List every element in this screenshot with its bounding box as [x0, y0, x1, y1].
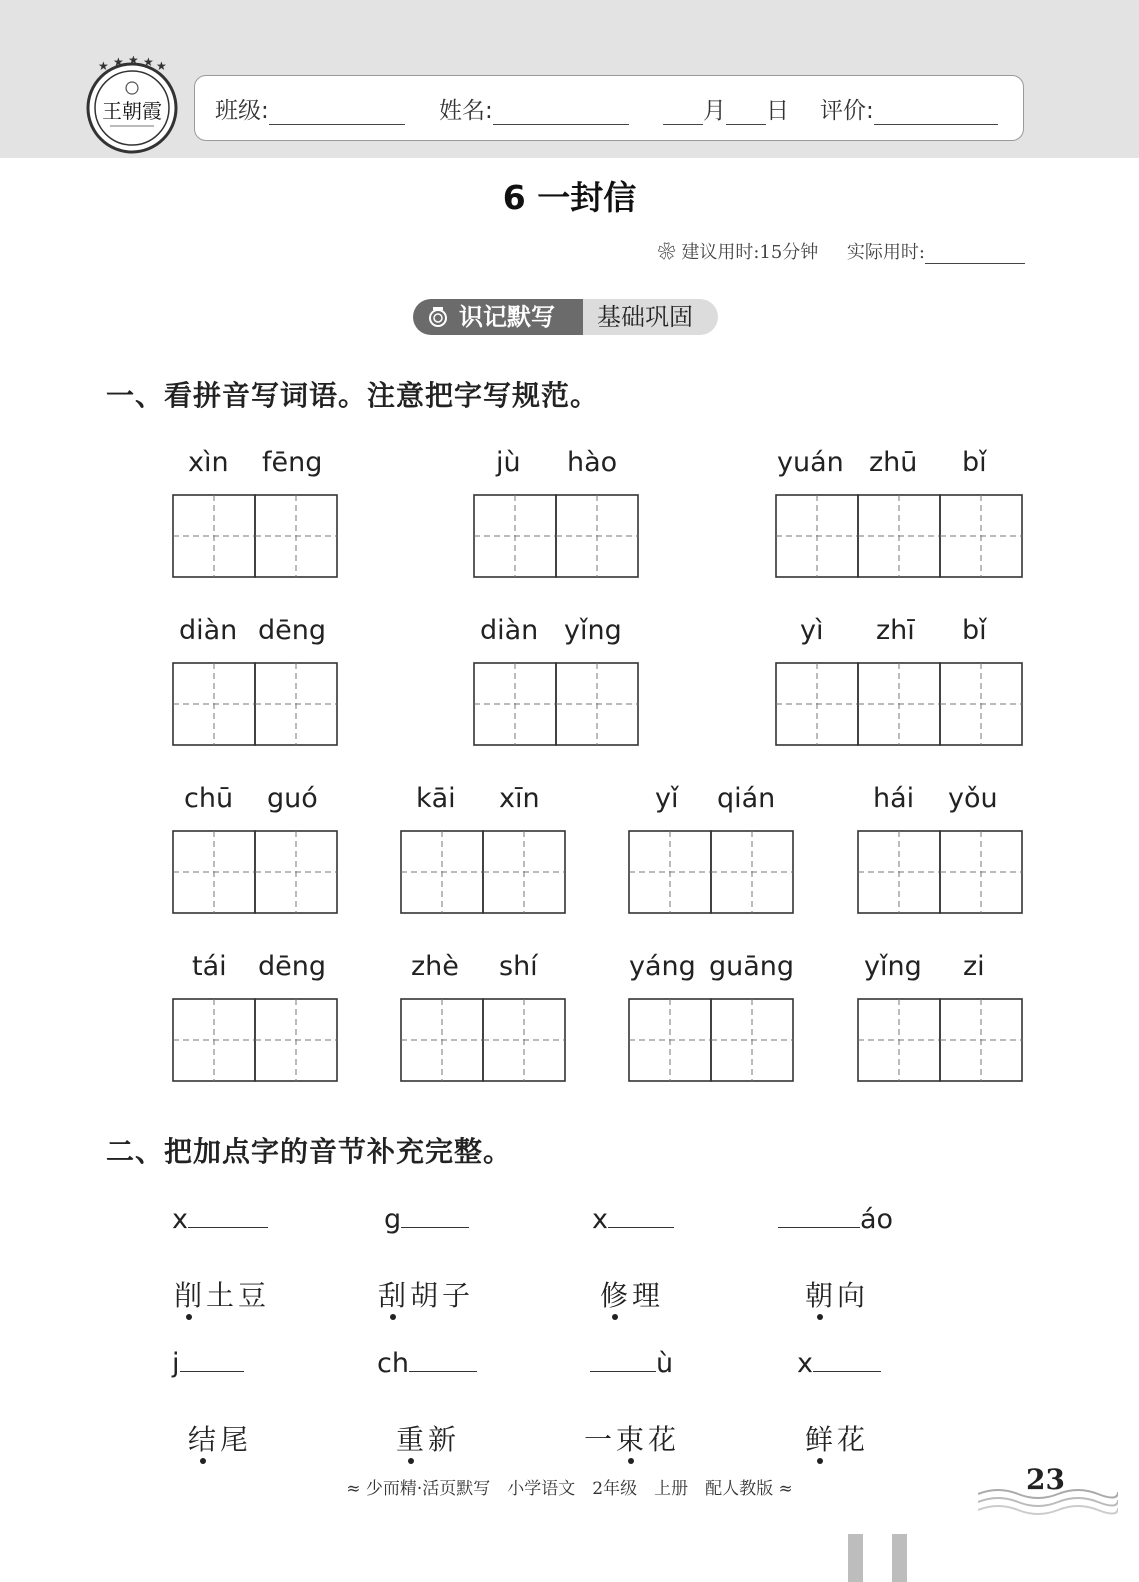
student-info-box — [194, 75, 1024, 141]
name-field[interactable] — [439, 92, 629, 125]
wave-icon-right: ≈ — [778, 1479, 793, 1499]
pinyin-syllable: bǐ — [962, 615, 987, 646]
pinyin-syllable: yáng — [629, 951, 696, 982]
pinyin-syllable: yǐng — [564, 615, 622, 646]
dotted-word: 结尾 — [188, 1423, 253, 1456]
svg-text:★: ★ — [113, 56, 124, 69]
emphasis-dot — [186, 1314, 192, 1320]
syllable-answer-field[interactable] — [592, 1204, 674, 1235]
pinyin-syllable: xìn — [188, 447, 229, 478]
syllable-prefix: g — [384, 1204, 402, 1235]
date-field[interactable] — [663, 92, 789, 125]
day-label: 日 — [766, 98, 789, 124]
writing-grid[interactable] — [775, 662, 1023, 746]
name-label: 姓名: — [439, 98, 493, 124]
writing-grid[interactable] — [628, 998, 794, 1082]
footer — [0, 1474, 1139, 1499]
writing-grid[interactable] — [857, 830, 1023, 914]
pinyin-syllable: zhè — [411, 951, 459, 982]
dotted-word: 削土豆 — [174, 1279, 271, 1312]
emphasis-dot — [408, 1458, 414, 1464]
syllable-answer-field[interactable] — [172, 1204, 268, 1235]
pinyin-syllable: dēng — [258, 615, 327, 646]
pinyin-syllable: bǐ — [962, 447, 987, 478]
pinyin-syllable: fēng — [262, 447, 323, 478]
pinyin-syllable: yì — [800, 615, 824, 646]
syllable-prefix: ch — [377, 1348, 409, 1379]
badge-sub: 基础巩固 — [575, 299, 718, 335]
svg-text:★: ★ — [156, 59, 167, 73]
dotted-word: 重新 — [396, 1423, 461, 1456]
class-field[interactable] — [215, 92, 405, 125]
rating-label: 评价: — [820, 98, 874, 124]
pinyin-syllable: diàn — [480, 615, 539, 646]
syllable-answer-field[interactable] — [797, 1348, 881, 1379]
pinyin-syllable: zhī — [876, 615, 915, 646]
syllable-answer-field[interactable] — [384, 1204, 469, 1235]
svg-text:★: ★ — [98, 59, 109, 73]
dotted-word: 刮胡子 — [378, 1279, 475, 1312]
dotted-word: 修理 — [600, 1279, 665, 1312]
pinyin-syllable: tái — [192, 951, 227, 982]
syllable-answer-field[interactable] — [778, 1204, 893, 1235]
suggested-time: 建议用时:15分钟 — [681, 242, 819, 263]
pinyin-syllable: xīn — [499, 783, 540, 814]
pinyin-syllable: yǒu — [948, 783, 998, 814]
pinyin-syllable: yǐng — [864, 951, 922, 982]
answer-blank[interactable] — [608, 1205, 674, 1228]
pinyin-syllable: hái — [873, 783, 915, 814]
emphasis-dot — [817, 1314, 823, 1320]
pinyin-syllable: kāi — [416, 783, 456, 814]
syllable-suffix: ù — [656, 1348, 674, 1379]
writing-grid[interactable] — [628, 830, 794, 914]
pinyin-syllable: guó — [267, 783, 318, 814]
writing-grid[interactable] — [172, 662, 338, 746]
pinyin-syllable: diàn — [179, 615, 238, 646]
svg-text:★: ★ — [128, 56, 139, 67]
pinyin-syllable: yuán — [777, 447, 844, 478]
dotted-word: 鲜花 — [805, 1423, 870, 1456]
syllable-answer-field[interactable] — [377, 1348, 477, 1379]
logo-text: 王朝霞 — [102, 99, 162, 123]
pinyin-syllable: zi — [963, 951, 985, 982]
answer-blank[interactable] — [409, 1349, 477, 1372]
writing-grid[interactable] — [473, 494, 639, 578]
dotted-word: 一束花 — [584, 1423, 681, 1456]
lesson-title: 6 一封信 — [502, 178, 637, 217]
month-label: 月 — [703, 98, 726, 124]
page-number: 23 — [1026, 1463, 1065, 1496]
pinyin-syllable: zhū — [869, 447, 918, 478]
writing-grid[interactable] — [400, 998, 566, 1082]
rating-field[interactable] — [820, 92, 998, 125]
answer-blank[interactable] — [778, 1205, 860, 1228]
answer-blank[interactable] — [180, 1349, 244, 1372]
class-label: 班级: — [215, 98, 269, 124]
answer-blank[interactable] — [813, 1349, 881, 1372]
pinyin-syllable: yǐ — [655, 783, 679, 814]
syllable-prefix: x — [172, 1204, 188, 1235]
pinyin-syllable: guāng — [709, 951, 795, 982]
pinyin-syllable: shí — [499, 951, 538, 982]
writing-grid[interactable] — [473, 662, 639, 746]
writing-grid[interactable] — [172, 494, 338, 578]
svg-text:★: ★ — [143, 56, 154, 69]
writing-grid[interactable] — [172, 830, 338, 914]
wave-icon-left: ≈ — [346, 1479, 361, 1499]
badge-main: 识记默写 — [413, 299, 583, 335]
pinyin-syllable: hào — [567, 447, 618, 478]
answer-blank[interactable] — [188, 1205, 268, 1228]
brand-logo — [84, 56, 180, 156]
actual-time-field[interactable] — [925, 245, 1025, 264]
emphasis-dot — [200, 1458, 206, 1464]
writing-grid[interactable] — [857, 998, 1023, 1082]
time-line — [658, 238, 1025, 264]
syllable-prefix: x — [592, 1204, 608, 1235]
pinyin-syllable: chū — [184, 783, 234, 814]
footer-text: 少而精·活页默写 小学语文 2年级 上册 配人教版 — [365, 1479, 774, 1499]
syllable-prefix: j — [172, 1348, 180, 1379]
dotted-word: 朝向 — [805, 1279, 870, 1312]
syllable-suffix: áo — [860, 1204, 894, 1235]
syllable-answer-field[interactable] — [172, 1348, 244, 1379]
emphasis-dot — [628, 1458, 634, 1464]
emphasis-dot — [390, 1314, 396, 1320]
emphasis-dot — [612, 1314, 618, 1320]
writing-grid[interactable] — [400, 830, 566, 914]
pinyin-syllable: qián — [717, 783, 776, 814]
answer-blank[interactable] — [590, 1349, 656, 1372]
emphasis-dot — [817, 1458, 823, 1464]
binding-bar-left — [848, 1534, 863, 1582]
syllable-answer-field[interactable] — [590, 1348, 673, 1379]
pinyin-syllable: dēng — [258, 951, 327, 982]
question-2-title: 二、把加点字的音节补充完整。 — [106, 1135, 513, 1168]
question-1-title: 一、看拼音写词语。注意把字写规范。 — [106, 379, 600, 412]
medal-icon — [427, 306, 449, 328]
writing-grid[interactable] — [172, 998, 338, 1082]
leaf-icon: ❀ — [657, 242, 676, 263]
pinyin-syllable: jù — [496, 447, 521, 478]
binding-bar-right — [892, 1534, 907, 1582]
syllable-prefix: x — [797, 1348, 813, 1379]
actual-time-label: 实际用时: — [846, 242, 925, 263]
answer-blank[interactable] — [401, 1205, 469, 1228]
writing-grid[interactable] — [775, 494, 1023, 578]
